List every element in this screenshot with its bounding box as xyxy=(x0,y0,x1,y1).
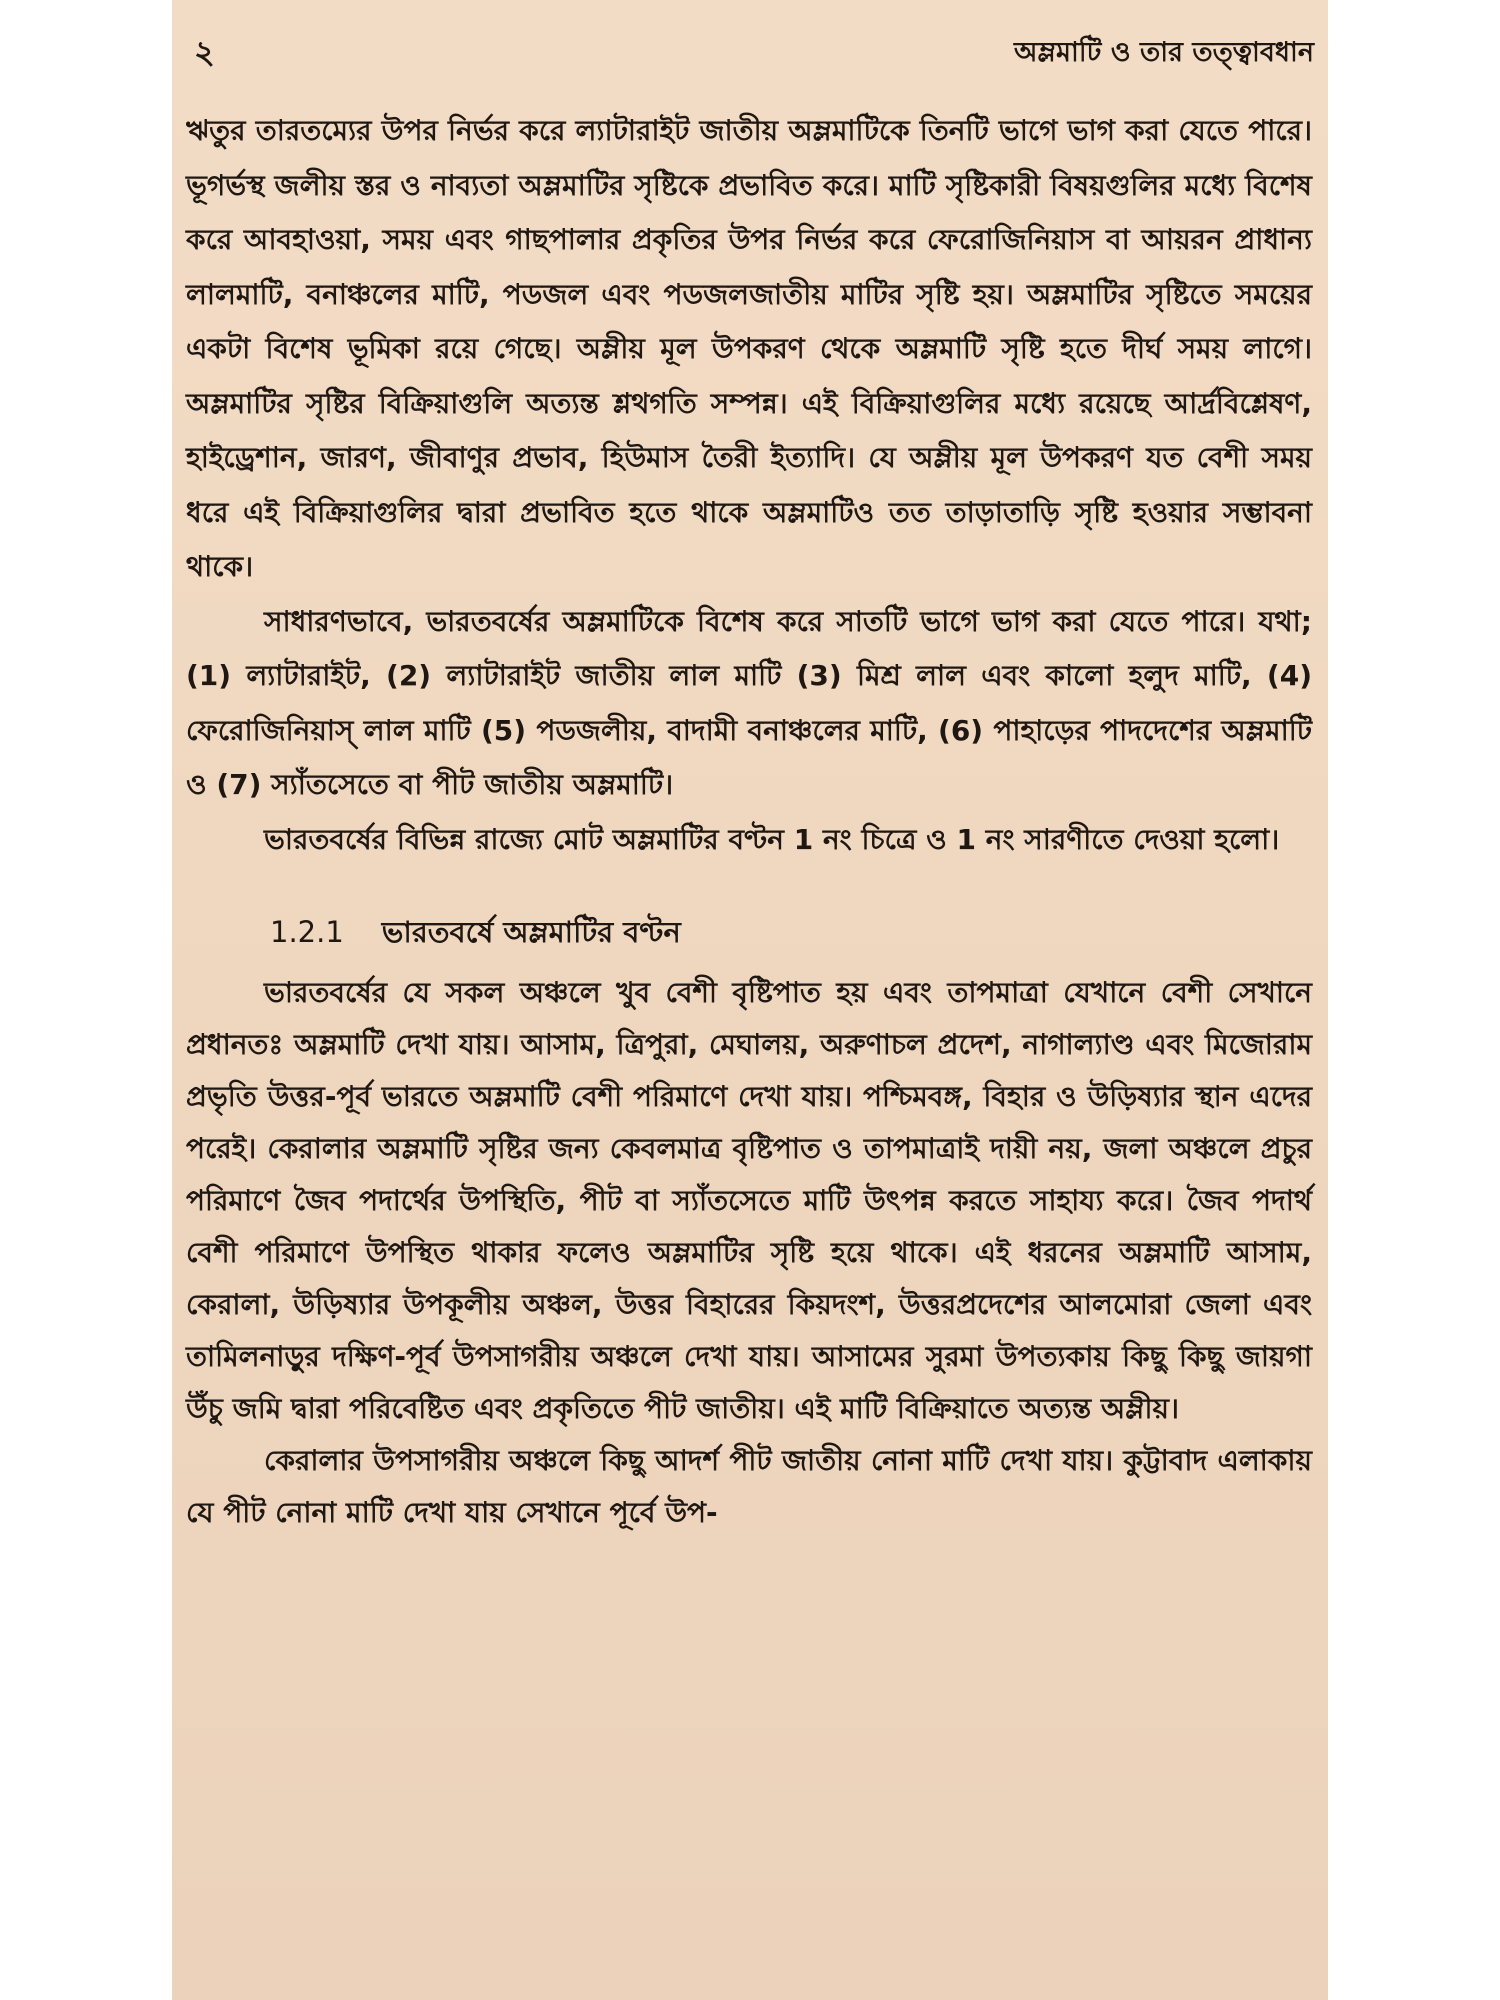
section-title: ভারতবর্ষে অম্লমাটির বণ্টন xyxy=(381,915,681,949)
book-page xyxy=(172,0,1328,2000)
paragraph-kerala-peat-soil: কেরালার উপসাগরীয় অঞ্চলে কিছু আদর্শ পীট জাতীয় নোনা মাটি দেখা যায়। কুট্টাবাদ এলাকায় যে পীট নোনা মাটি দেখা যায় সেখানে পূর্বে উপ- xyxy=(186,1444,1312,1529)
paragraph-soil-formation: ঋতুর তারতম্যের উপর নির্ভর করে ল্যাটারাইট জাতীয় অম্লমাটিকে তিনটি ভাগে ভাগ করা যেতে পারে। ভূগর্ভস্থ জলীয় স্তর ও নাব্যতা অম্লমাটির সৃষ্টিকে প্রভাবিত করে। মাটি সৃষ্টিকারী বিষয়গুলির মধ্যে বিশেষ করে আবহাওয়া, সময় এবং গাছপালার প্রকৃতির উপর নির্ভর করে ফেরোজিনিয়াস বা আয়রন প্রাধান্য লালমাটি, বনাঞ্চলের মাটি, পডজল এবং পডজলজাতীয় মাটির সৃষ্টি হয়। অম্লমাটির সৃষ্টিতে সময়ের একটা বিশেষ ভূমিকা রয়ে গেছে। অম্লীয় মূল উপকরণ থেকে অম্লমাটি সৃষ্টি হতে দীর্ঘ সময় লাগে। অম্লমাটির সৃষ্টির বিক্রিয়াগুলি অত্যন্ত শ্লথগতি সম্পন্ন। এই বিক্রিয়াগুলির মধ্যে রয়েছে আর্দ্রবিশ্লেষণ, হাইড্রেশান, জারণ, জীবাণুর প্রভাব, হিউমাস তৈরী ইত্যাদি। যে অম্লীয় মূল উপকরণ যত বেশী সময় ধরে এই বিক্রিয়াগুলির দ্বারা প্রভাবিত হতে থাকে অম্লমাটিও তত তাড়াতাড়ি সৃষ্টি হওয়ার সম্ভাবনা থাকে। xyxy=(186,114,1312,583)
running-title: অম্লমাটি ও তার তত্ত্বাবধান xyxy=(1014,36,1314,68)
page-number: ২ xyxy=(194,33,215,71)
page-header xyxy=(194,28,1314,80)
paragraph-soil-classification: সাধারণভাবে, ভারতবর্ষের অম্লমাটিকে বিশেষ করে সাতটি ভাগে ভাগ করা যেতে পারে। যথা; (1) ল্যাটারাইট, (2) ল্যাটারাইট জাতীয় লাল মাটি (3) মিশ্র লাল এবং কালো হলুদ মাটি, (4) ফেরোজিনিয়াস্ লাল মাটি (5) পডজলীয়, বাদামী বনাঞ্চলের মাটি, (6) পাহাড়ের পাদদেশের অম্লমাটি ও (7) স্যাঁতসেতে বা পীট জাতীয় অম্লমাটি। xyxy=(186,604,1312,801)
page-body xyxy=(186,104,1312,1539)
section-number: 1.2.1 xyxy=(270,915,344,949)
paragraph-regional-distribution: ভারতবর্ষের যে সকল অঞ্চলে খুব বেশী বৃষ্টিপাত হয় এবং তাপমাত্রা যেখানে বেশী সেখানে প্রধানতঃ অম্লমাটি দেখা যায়। আসাম, ত্রিপুরা, মেঘালয়, অরুণাচল প্রদেশ, নাগাল্যাণ্ড এবং মিজোরাম প্রভৃতি উত্তর-পূর্ব ভারতে অম্লমাটি বেশী পরিমাণে দেখা যায়। পশ্চিমবঙ্গ, বিহার ও উড়িষ্যার স্থান এদের পরেই। কেরালার অম্লমাটি সৃষ্টির জন্য কেবলমাত্র বৃষ্টিপাত ও তাপমাত্রাই দায়ী নয়, জলা অঞ্চলে প্রচুর পরিমাণে জৈব পদার্থের উপস্থিতি, পীট বা স্যাঁতসেতে মাটি উৎপন্ন করতে সাহায্য করে। জৈব পদার্থ বেশী পরিমাণে উপস্থিত থাকার ফলেও অম্লমাটির সৃষ্টি হয়ে থাকে। এই ধরনের অম্লমাটি আসাম, কেরালা, উড়িষ্যার উপকূলীয় অঞ্চল, উত্তর বিহারের কিয়দংশ, উত্তরপ্রদেশের আলমোরা জেলা এবং তামিলনাড়ুর দক্ষিণ-পূর্ব উপসাগরীয় অঞ্চলে দেখা যায়। আসামের সুরমা উপত্যকায় কিছু কিছু জায়গা উঁচু জমি দ্বারা পরিবেষ্টিত এবং প্রকৃতিতে পীট জাতীয়। এই মাটি বিক্রিয়াতে অত্যন্ত অম্লীয়। xyxy=(186,976,1312,1425)
section-heading xyxy=(270,905,1312,959)
paragraph-distribution-reference: ভারতবর্ষের বিভিন্ন রাজ্যে মোট অম্লমাটির বণ্টন 1 নং চিত্রে ও 1 নং সারণীতে দেওয়া হলো। xyxy=(264,822,1280,856)
